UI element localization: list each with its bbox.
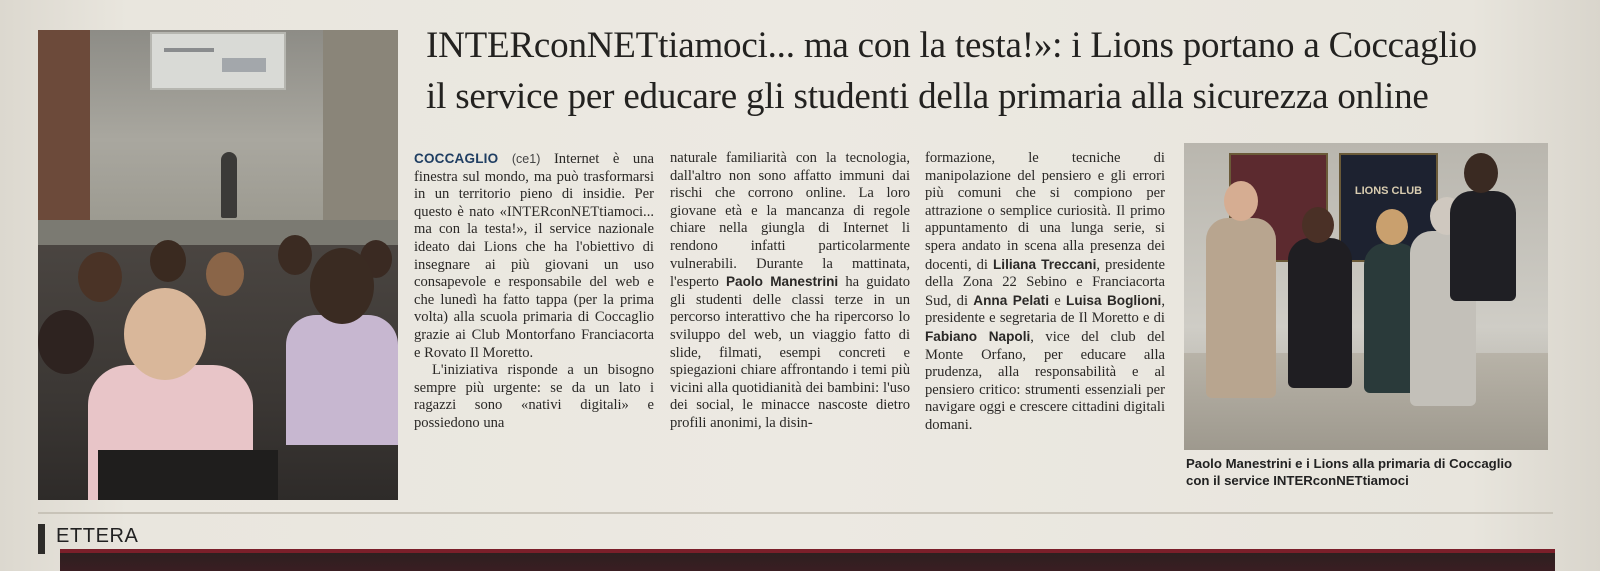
paragraph — [925, 150, 1165, 435]
article-column-1 — [414, 150, 654, 433]
section-divider — [38, 512, 1553, 514]
accent-stripe — [60, 549, 1555, 553]
caption-line-2: con il service INTERconNETtiamoci — [1186, 473, 1409, 488]
paragraph-text: naturale familiarità con la tecnologia, dall'altro non sono affatto immuni dai rischi che corrono online. La loro giovane età e la mancanza di regole chiare nella giungla di Internet li rendono infatti particolarmente vulnerabili. Durante la mattinata, l'esperto — [670, 150, 910, 291]
paragraph — [670, 150, 910, 433]
student-head — [150, 240, 186, 282]
person-name: Fabiano Napoli — [925, 328, 1031, 344]
section-marker — [38, 524, 45, 554]
lions-group-photo — [1184, 143, 1548, 450]
person-name: Anna Pelati — [973, 292, 1049, 308]
article-kicker: COCCAGLIO — [414, 151, 499, 166]
student-head — [278, 235, 312, 275]
student-head — [310, 248, 374, 324]
person-head — [1302, 207, 1334, 243]
person-figure — [1288, 238, 1352, 388]
paragraph-text: ha guidato gli studenti delle classi terze in un percorso interattivo che ha ripercorso lo sviluppo del web, un viaggio fatto di slide, filmati, esempi concreti e spiegazioni chiare affrontando i temi più vicini alla quotidianità dei bambini: l'uso dei social, le minacce nascoste dietro profili anonimi, la disin- — [670, 274, 910, 431]
article-column-2 — [670, 150, 910, 433]
paragraph-text: formazione, le tecniche di manipolazione del pensiero e gli errori più comuni che si compiono per attrazione o semplice curiosità. Il primo appuntamento di una lunga serie, si spera andato in scena alla presenza dei docenti, di — [925, 150, 1165, 273]
headline-line-1: INTERconNETtiamoci... ma con la testa!»: i Lions portano a Coccaglio — [426, 25, 1477, 66]
paragraph-text: Internet è una finestra sul mondo, ma può trasformarsi in un territorio pieno di insidie. Per questo è nato «INTERconNETtiamoci... ma con la testa!», il service nazionale ideato dai Lions che ha l'obiettivo di insegnare ai più giovani un uso consapevole e responsabile del web e che lunedì ha fatto tappa (per la prima volta) alla scuola primaria di Coccaglio grazie ai Club Montorfano Franciacorta e Rovato Il Moretto. — [414, 151, 654, 361]
person-head — [1464, 153, 1498, 193]
caption-line-1: Paolo Manestrini e i Lions alla primaria di Coccaglio — [1186, 456, 1513, 471]
paragraph-text: e — [1054, 292, 1061, 309]
headline-line-2: il service per educare gli studenti della primaria alla sicurezza online — [426, 76, 1429, 117]
paragraph-text: , presidente della Zona 22 Sebino e Franciacorta Sud, di — [925, 256, 1165, 309]
student-head — [206, 252, 244, 296]
banner-label: LIONS CLUB — [1354, 185, 1423, 197]
article-column-3 — [925, 150, 1165, 435]
paragraph: L'iniziativa risponde a un bisogno sempre più urgente: se da un lato i ragazzi sono «nativi digitali» e possiedono una — [414, 362, 654, 431]
chair-back — [98, 450, 278, 500]
speaker-figure — [221, 152, 237, 218]
person-head — [1376, 209, 1408, 245]
person-head — [1224, 181, 1258, 221]
next-article-bar — [60, 549, 1555, 571]
person-figure — [1450, 191, 1516, 301]
student-head — [78, 252, 122, 302]
person-name: Liliana Treccani — [992, 256, 1097, 272]
article-author: (ce1) — [511, 152, 541, 166]
section-label: ETTERA — [56, 525, 139, 547]
person-name: Paolo Manestrini — [725, 274, 839, 290]
person-name: Luisa Boglioni — [1066, 292, 1162, 308]
paragraph-text: , presidente e segretaria de Il Moretto e di — [925, 292, 1165, 327]
photo-wall-left — [38, 30, 90, 230]
paragraph — [414, 150, 654, 362]
student-head — [38, 310, 94, 374]
student-head — [124, 288, 206, 380]
projection-screen — [150, 32, 286, 90]
article-headline — [426, 20, 1556, 122]
student-lilac-shirt — [286, 315, 398, 445]
paragraph-text: , vice del club del Monte Orfano, per educare alla prudenza, alla responsabilità e al pensiero critico: strumenti essenziali per navigare oggi e crescere cittadini digitali domani. — [925, 328, 1165, 433]
person-figure — [1206, 218, 1276, 398]
photo-wall-right — [323, 30, 398, 230]
classroom-photo — [38, 30, 398, 500]
photo-caption — [1186, 455, 1556, 489]
